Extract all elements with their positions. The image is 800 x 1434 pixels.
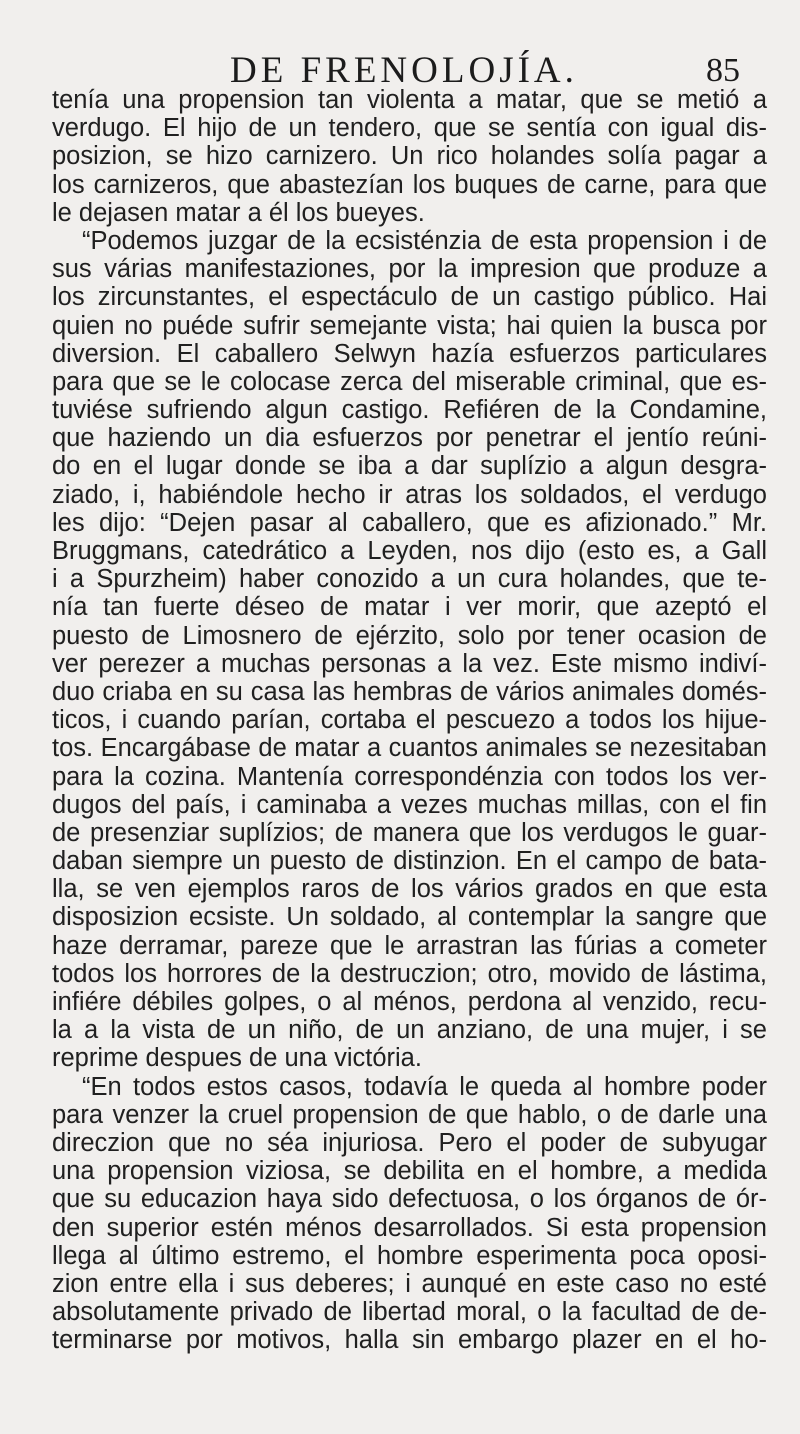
text-line: sus várias manifestaziones, por la impresion que produze a bbox=[52, 255, 767, 284]
text-line: una propension viziosa, se debilita en el hombre, a medida bbox=[52, 1157, 767, 1186]
text-line: para venzer la cruel propension de que hablo, o de darle una bbox=[52, 1100, 767, 1129]
text-line: Bruggmans, catedrático a Leyden, nos dijo (esto es, a Gall bbox=[52, 537, 767, 565]
body-text bbox=[52, 86, 767, 1354]
text-line: daban siempre un puesto de distinzion. En el campo de bata- bbox=[52, 847, 767, 876]
text-line: para la cozina. Mantenía correspondénzia con todos los ver- bbox=[52, 762, 767, 791]
page-number: 85 bbox=[706, 52, 740, 89]
text-line: ticos, i cuando parían, cortaba el pescuezo a todos los hijue- bbox=[52, 706, 767, 735]
text-line: todos los horrores de la destruczion; otro, movido de lástima, bbox=[52, 959, 767, 988]
text-line: tuviése sufriendo algun castigo. Refiéren de la Condamine, bbox=[52, 396, 767, 425]
text-line: que haziendo un dia esfuerzos por penetrar el jentío reúni- bbox=[52, 424, 767, 453]
text-line: nía tan fuerte déseo de matar i ver morir, que azeptó el bbox=[52, 593, 767, 622]
text-line: que su educazion haya sido defectuosa, o los órganos de ór- bbox=[52, 1185, 767, 1214]
text-line: le dejasen matar a él los bueyes. bbox=[52, 198, 425, 227]
text-line: lla, se ven ejemplos raros de los vários grados en que esta bbox=[52, 875, 767, 904]
text-line: terminarse por motivos, halla sin embargo plazer en el ho- bbox=[52, 1326, 767, 1355]
text-line: haze derramar, pareze que le arrastran las fúrias a cometer bbox=[52, 931, 767, 960]
text-line: les dijo: “Dejen pasar al caballero, que es afizionado.” Mr. bbox=[52, 508, 767, 537]
text-line: do en el lugar donde se iba a dar suplízio a algun desgra- bbox=[52, 452, 767, 481]
text-line: disposizion ecsiste. Un soldado, al contemplar la sangre que bbox=[52, 903, 767, 932]
text-line: verdugo. El hijo de un tendero, que se sentía con igual dis- bbox=[52, 114, 767, 143]
text-line: para que se le colocase zerca del miserable criminal, que es- bbox=[52, 367, 767, 396]
text-line: reprime despues de una victória. bbox=[52, 1044, 422, 1073]
text-line: llega al último estremo, el hombre esperimenta poca oposi- bbox=[52, 1241, 767, 1270]
text-line: de presenziar suplízios; de manera que los verdugos le guar- bbox=[52, 818, 767, 847]
text-line: los zircunstantes, el espectáculo de un castigo público. Hai bbox=[52, 283, 767, 312]
text-line: la a la vista de un niño, de un anziano, de una mujer, i se bbox=[52, 1016, 767, 1045]
text-line: ziado, i, habiéndole hecho ir atras los soldados, el verdugo bbox=[52, 480, 767, 509]
text-line: absolutamente privado de libertad moral, o la facultad de de- bbox=[52, 1298, 767, 1327]
text-line: infiére débiles golpes, o al ménos, perdona al venzido, recu- bbox=[52, 988, 767, 1016]
text-line: ver perezer a muchas personas a la vez. Este mismo indiví- bbox=[52, 649, 767, 678]
text-line: den superior estén ménos desarrollados. Si esta propension bbox=[52, 1213, 767, 1242]
text-line: dugos del país, i caminaba a vezes muchas millas, con el fin bbox=[52, 790, 767, 819]
text-line: posizion, se hizo carnizero. Un rico holandes solía pagar a bbox=[52, 142, 767, 171]
text-line: zion entre ella i sus deberes; i aunqué en este caso no esté bbox=[52, 1269, 767, 1298]
text-line: i a Spurzheim) haber conozido a un cura holandes, que te- bbox=[52, 565, 767, 594]
text-line: diversion. El caballero Selwyn hazía esfuerzos particulares bbox=[52, 339, 767, 368]
text-line: tos. Encargábase de matar a cuantos animales se nezesitaban bbox=[52, 734, 767, 763]
running-title: DE FRENOLOJÍA. bbox=[230, 50, 578, 91]
text-line: tenía una propension tan violenta a matar, que se metió a bbox=[52, 86, 767, 114]
text-line: direczion que no séa injuriosa. Pero el poder de subyugar bbox=[52, 1128, 767, 1157]
text-line: “En todos estos casos, todavía le queda al hombre poder bbox=[82, 1072, 767, 1101]
text-line: puesto de Limosnero de ejérzito, solo por tener ocasion de bbox=[52, 621, 767, 650]
text-line: duo criaba en su casa las hembras de vários animales domés- bbox=[52, 677, 767, 706]
text-line: quien no puéde sufrir semejante vista; hai quien la busca por bbox=[52, 311, 767, 340]
text-line: los carnizeros, que abastezían los buques de carne, para que bbox=[52, 170, 767, 199]
text-line: “Podemos juzgar de la ecsisténzia de esta propension i de bbox=[82, 226, 767, 255]
